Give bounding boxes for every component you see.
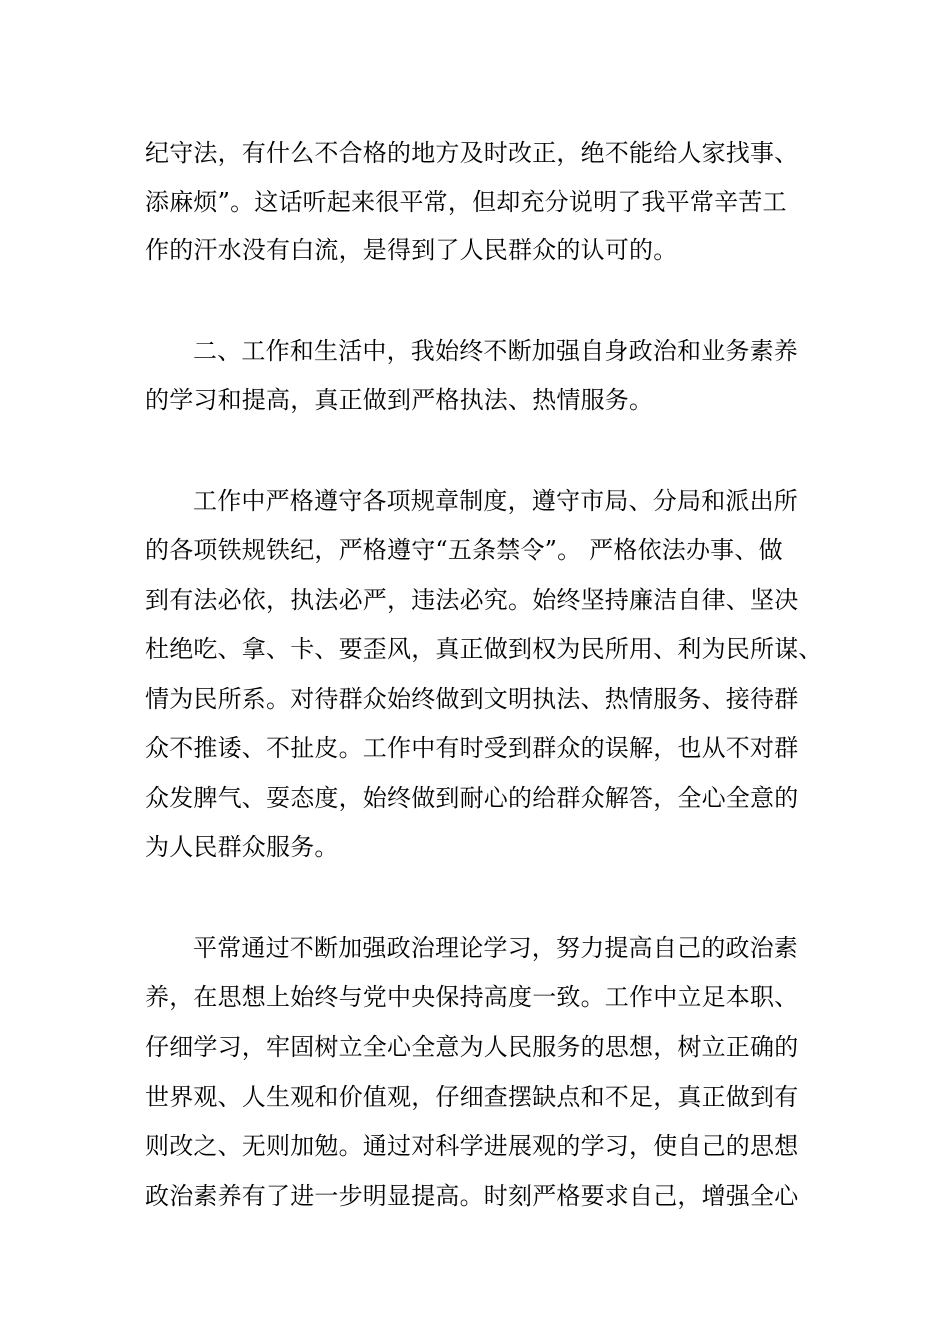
paragraph-2-line-1: 二、工作和生活中，我始终不断加强自身政治和业务素养 xyxy=(193,337,798,365)
paragraph-3-line-6: 众不推诿、不扯皮。工作中有时受到群众的误解，也从不对群 xyxy=(145,734,799,762)
paragraph-1-line-2: 添麻烦”。这话听起来很平常，但却充分说明了我平常辛苦工 xyxy=(145,188,787,216)
paragraph-3-line-7: 众发脾气、耍态度，始终做到耐心的给群众解答，全心全意的 xyxy=(145,784,799,812)
paragraph-4-line-1: 平常通过不断加强政治理论学习，努力提高自己的政治素 xyxy=(193,934,798,962)
paragraph-2-line-2: 的学习和提高，真正做到严格执法、热情服务。 xyxy=(145,386,654,414)
paragraph-3-line-8: 为人民群众服务。 xyxy=(145,833,339,861)
paragraph-1-line-3: 作的汗水没有白流，是得到了人民群众的认可的。 xyxy=(145,236,678,264)
paragraph-4-line-3: 仔细学习，牢固树立全心全意为人民服务的思想，树立正确的 xyxy=(145,1033,799,1061)
paragraph-3-line-3: 到有法必依，执法必严，违法必究。始终坚持廉洁自律、坚决 xyxy=(145,586,799,614)
paragraph-4-line-2: 养，在思想上始终与党中央保持高度一致。工作中立足本职、 xyxy=(145,983,799,1011)
paragraph-4-line-6: 政治素养有了进一步明显提高。时刻严格要求自己，增强全心 xyxy=(145,1182,799,1210)
paragraph-4-line-5: 则改之、无则加勉。通过对科学进展观的学习，使自己的思想 xyxy=(145,1132,799,1160)
paragraph-3-line-1: 工作中严格遵守各项规章制度，遵守市局、分局和派出所 xyxy=(193,487,798,515)
paragraph-3-line-5: 情为民所系。对待群众始终做到文明执法、热情服务、接待群 xyxy=(145,685,799,713)
paragraph-1-line-1: 纪守法，有什么不合格的地方及时改正，绝不能给人家找事、 xyxy=(145,139,799,167)
paragraph-4-line-4: 世界观、人生观和价值观，仔细查摆缺点和不足，真正做到有 xyxy=(145,1083,799,1111)
paragraph-3-line-4: 杜绝吃、拿、卡、要歪风，真正做到权为民所用、利为民所谋、 xyxy=(145,635,823,663)
paragraph-3-line-2: 的各项铁规铁纪，严格遵守“五条禁令”。 严格依法办事、做 xyxy=(145,536,783,564)
